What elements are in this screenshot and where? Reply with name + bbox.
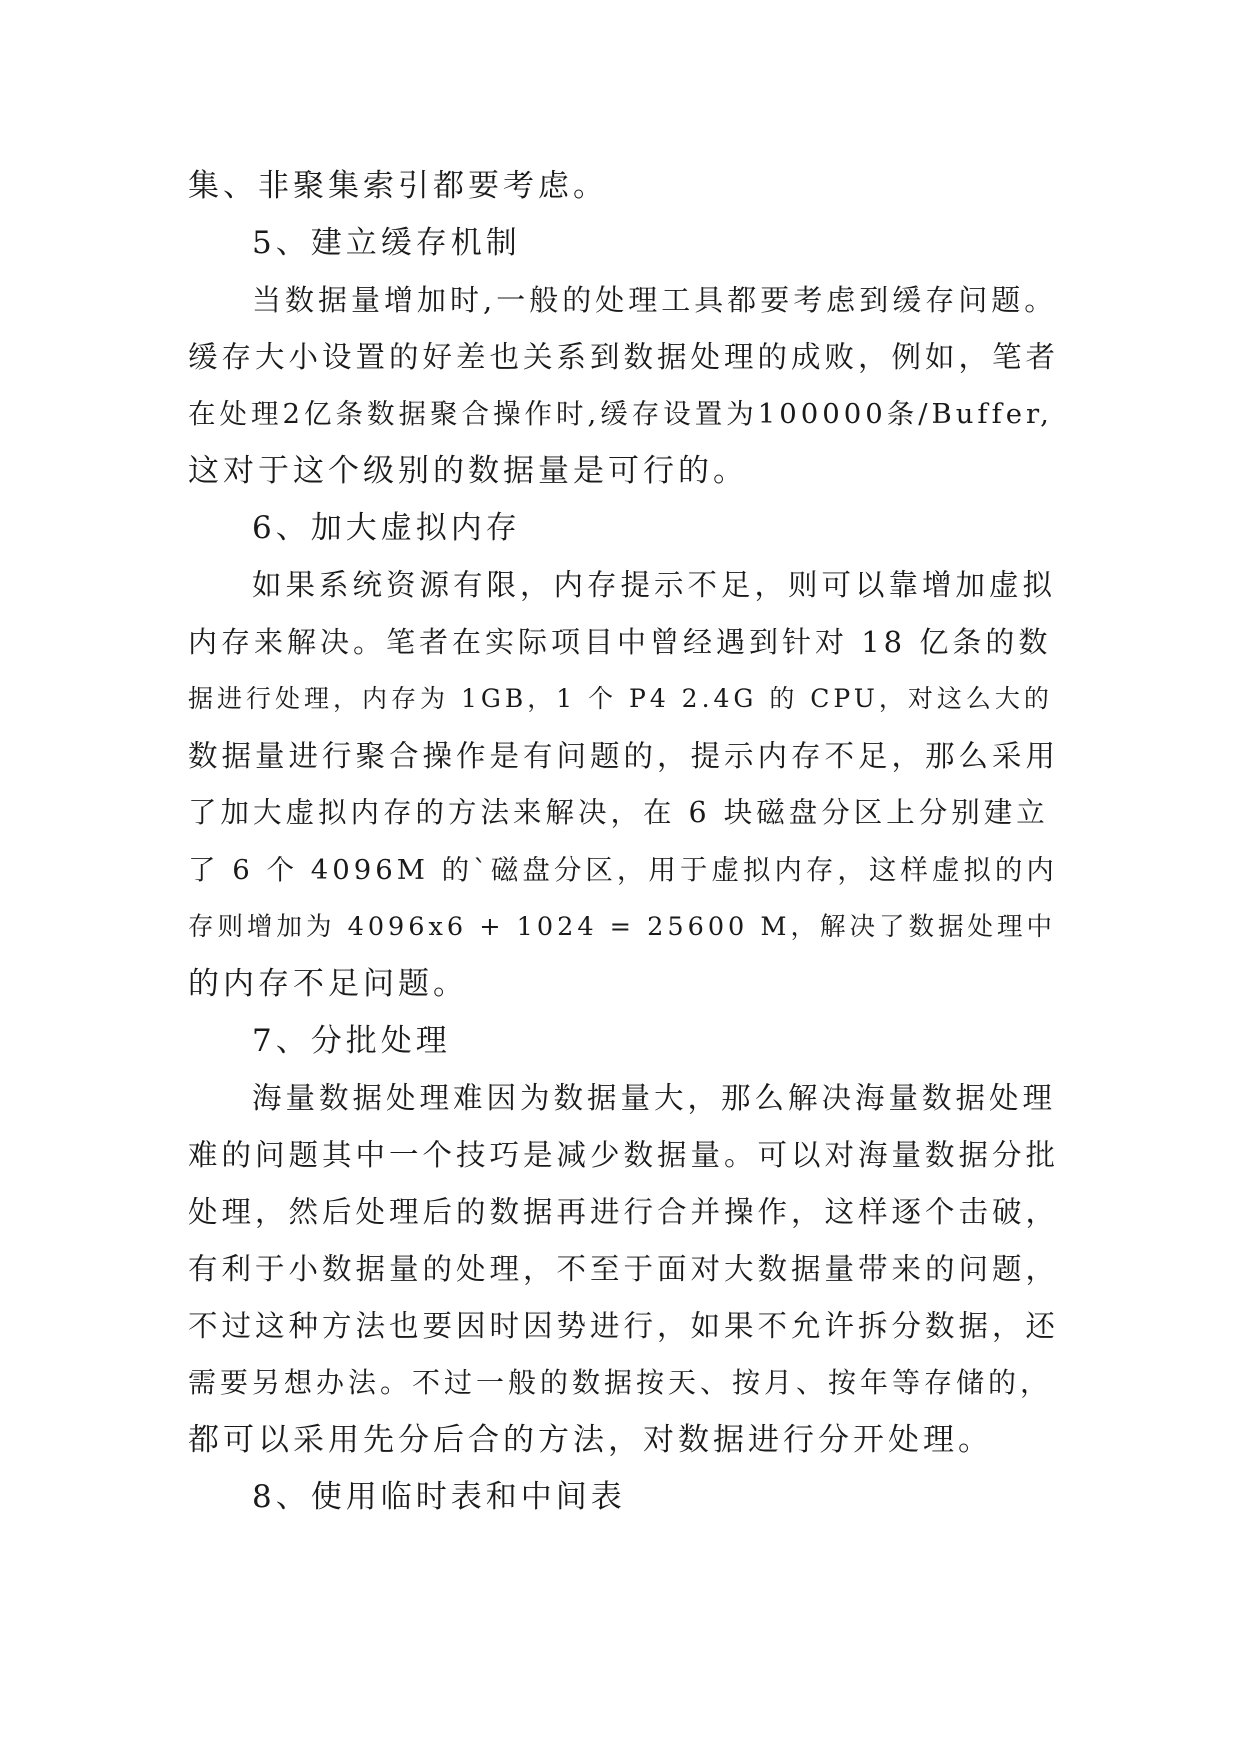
paragraph-first-line: 如果系统资源有限，内存提示不足，则可以靠增加虚拟 [252, 568, 1057, 602]
text-line: 有利于小数据量的处理，不至于面对大数据量带来的问题， [188, 1252, 1060, 1286]
text-line: 处理，然后处理后的数据再进行合并操作，这样逐个击破， [188, 1195, 1060, 1229]
text-line: 据进行处理，内存为 1GB，1 个 P4 2.4G 的 CPU，对这么大的 [188, 684, 1053, 713]
section-heading: 5、建立缓存机制 [252, 225, 521, 261]
text-line: 不过这种方法也要因时因势进行，如果不允许拆分数据，还 [188, 1309, 1060, 1343]
text-line: 内存来解决。笔者在实际项目中曾经遇到针对 18 亿条的数 [188, 625, 1052, 659]
text-line: 存则增加为 4096x6 + 1024 = 25600 M，解决了数据处理中 [188, 912, 1056, 942]
text-line: 了加大虚拟内存的方法来解决，在 6 块磁盘分区上分别建立 [188, 796, 1049, 829]
text-line: 缓存大小设置的好差也关系到数据处理的成败，例如，笔者 [188, 340, 1060, 374]
text-line: 这对于这个级别的数据量是可行的。 [188, 453, 748, 489]
text-line: 难的问题其中一个技巧是减少数据量。可以对海量数据分批 [188, 1138, 1060, 1172]
text-line: 都可以采用先分后合的方法，对数据进行分开处理。 [188, 1422, 993, 1458]
paragraph-first-line: 海量数据处理难因为数据量大，那么解决海量数据处理 [252, 1081, 1057, 1115]
paragraph-first-line: 当数据量增加时,一般的处理工具都要考虑到缓存问题。 [252, 283, 1058, 317]
section-heading: 6、加大虚拟内存 [252, 510, 521, 546]
text-line: 集、非聚集索引都要考虑。 [188, 168, 608, 204]
section-heading: 8、使用临时表和中间表 [252, 1479, 626, 1515]
section-heading: 7、分批处理 [252, 1023, 451, 1059]
text-line: 在处理2亿条数据聚合操作时,缓存设置为100000条/Buffer, [188, 398, 1053, 430]
text-line: 了 6 个 4096M 的`磁盘分区，用于虚拟内存，这样虚拟的内 [188, 854, 1058, 886]
text-line: 的内存不足问题。 [188, 966, 468, 1002]
text-line: 数据量进行聚合操作是有问题的，提示内存不足，那么采用 [188, 739, 1060, 773]
text-line: 需要另想办法。不过一般的数据按天、按月、按年等存储的， [188, 1366, 1053, 1399]
